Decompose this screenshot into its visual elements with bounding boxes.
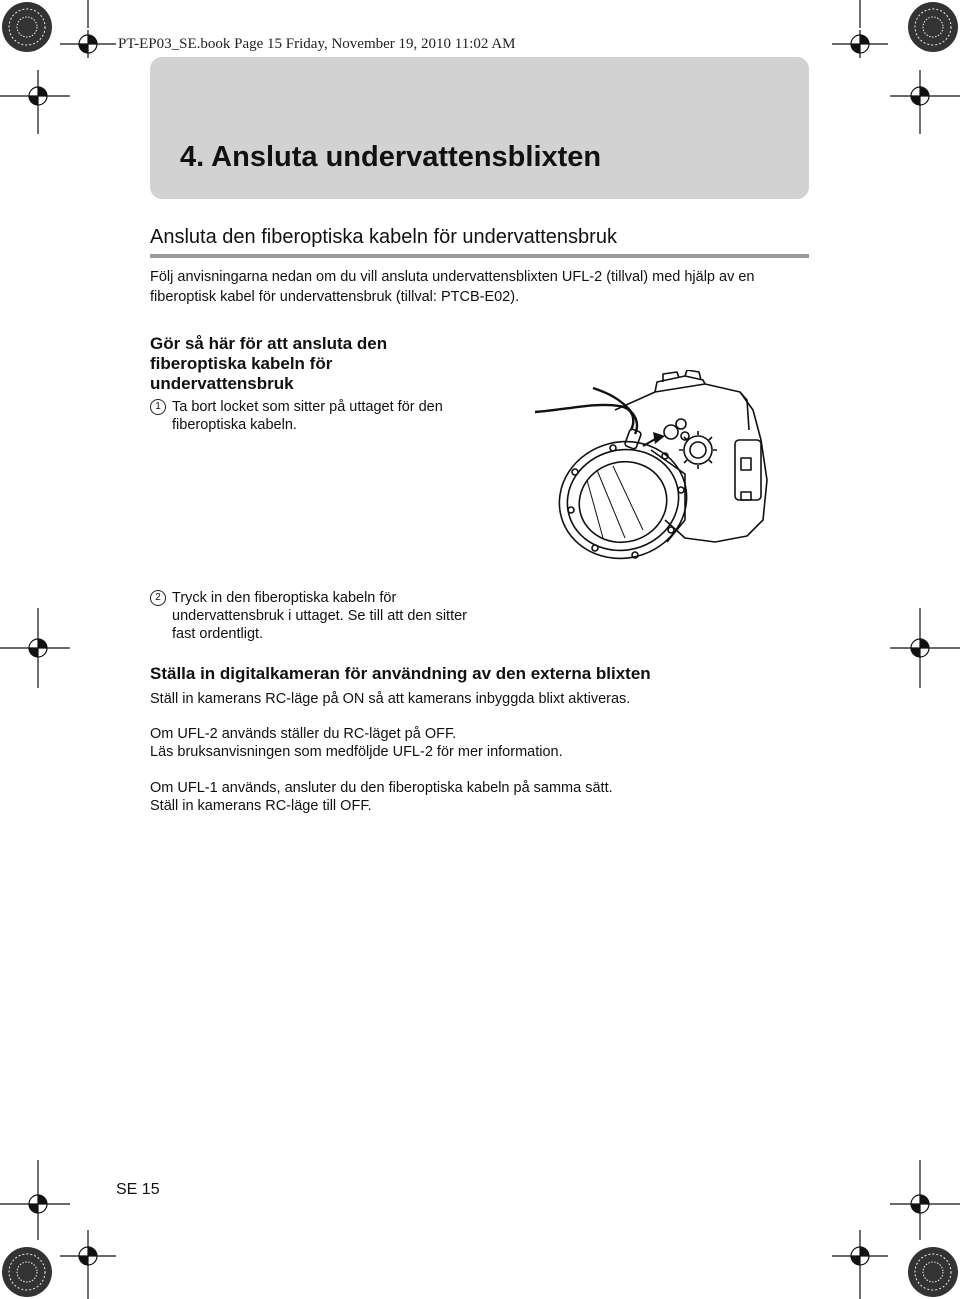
chapter-banner: [150, 57, 809, 199]
step-number: 2: [150, 590, 166, 606]
paragraph-ufl1: Om UFL-1 används, ansluter du den fiberoptiska kabeln på samma sätt. Ställ in kamerans RC-läge till OFF.: [150, 780, 613, 814]
step-text: Tryck in den fiberoptiska kabeln för undervattensbruk i uttaget. Se till att den sitter fast ordentligt.: [172, 590, 467, 642]
underwater-camera-housing-illustration: [535, 370, 775, 585]
settings-subheading: Ställa in digitalkameran för användning av den externa blixten: [150, 664, 651, 683]
step-number: 1: [150, 399, 166, 415]
procedure-title: Gör så här för att ansluta den fiberoptiska kabeln för undervattensbruk: [150, 334, 388, 393]
page-number: SE 15: [116, 1181, 160, 1198]
paragraph-ufl2: Om UFL-2 används ställer du RC-läget på OFF. Läs bruksanvisningen som medföljde UFL-2 för mer information.: [150, 726, 563, 760]
section-heading: Ansluta den fiberoptiska kabeln för undervattensbruk: [150, 226, 617, 248]
step-text: Ta bort locket som sitter på uttaget för den fiberoptiska kabeln.: [172, 399, 443, 433]
intro-paragraph: Följ anvisningarna nedan om du vill ansluta undervattensblixten UFL-2 (tillval) med hjälp av en fiberoptisk kabel för undervattensbruk (tillval: PTCB-E02).: [150, 269, 755, 305]
print-slug: PT-EP03_SE.book Page 15 Friday, November 19, 2010 11:02 AM: [118, 36, 516, 52]
section-rule: [150, 254, 809, 258]
paragraph-rc-on: Ställ in kamerans RC-läge på ON så att kamerans inbyggda blixt aktiveras.: [150, 691, 631, 707]
chapter-title: 4. Ansluta undervattensblixten: [180, 141, 602, 173]
